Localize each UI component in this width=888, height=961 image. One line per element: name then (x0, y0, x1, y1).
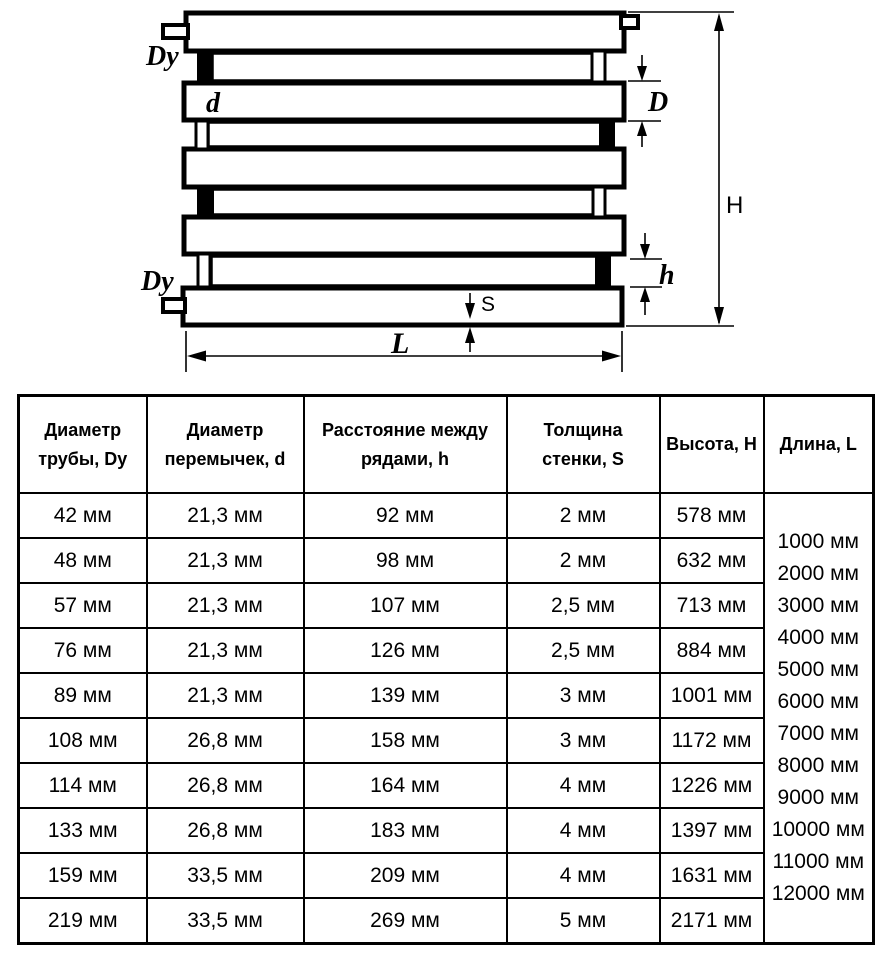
table-row (19, 718, 874, 763)
table-cell: 107 мм (304, 583, 507, 628)
table-cell: 884 мм (660, 628, 764, 673)
table-cell: 98 мм (304, 538, 507, 583)
table-cell: 21,3 мм (147, 493, 304, 538)
table-row (19, 898, 874, 944)
table-cell: 139 мм (304, 673, 507, 718)
length-value: 1000 мм (777, 530, 859, 553)
table-cell: 1001 мм (660, 673, 764, 718)
table-cell: 21,3 мм (147, 538, 304, 583)
table-cell: 26,8 мм (147, 808, 304, 853)
length-value: 12000 мм (771, 882, 865, 905)
header-wall-thickness: Толщина стенки, S (507, 396, 660, 494)
table-cell: 2,5 мм (507, 583, 660, 628)
table-cell: 26,8 мм (147, 763, 304, 808)
table-row (19, 628, 874, 673)
dimension-D-arrows (637, 66, 647, 136)
table-row (19, 763, 874, 808)
table-cell: 76 мм (19, 628, 147, 673)
table-cell: 183 мм (304, 808, 507, 853)
table-cell: 48 мм (19, 538, 147, 583)
length-value: 2000 мм (777, 562, 859, 585)
table-row (19, 853, 874, 898)
table-cell: 21,3 мм (147, 583, 304, 628)
label-dy-bottom: Dy (141, 266, 174, 297)
table-row (19, 808, 874, 853)
length-value: 11000 мм (772, 850, 865, 873)
spec-table-body (19, 493, 874, 944)
length-value: 4000 мм (777, 626, 859, 649)
table-cell: 92 мм (304, 493, 507, 538)
table-cell: 89 мм (19, 673, 147, 718)
length-value: 10000 мм (771, 818, 865, 841)
label-D: D (648, 87, 669, 118)
table-cell: 5 мм (507, 898, 660, 944)
table-cell: 1631 мм (660, 853, 764, 898)
spec-table-header (19, 396, 874, 494)
table-cell: 4 мм (507, 853, 660, 898)
length-value: 3000 мм (777, 594, 859, 617)
table-cell: 26,8 мм (147, 718, 304, 763)
length-value: 8000 мм (777, 754, 859, 777)
header-row-spacing: Расстояние между рядами, h (304, 396, 507, 494)
label-d: d (206, 88, 220, 119)
table-cell: 33,5 мм (147, 853, 304, 898)
header-height: Высота, H (660, 396, 764, 494)
length-value: 7000 мм (777, 722, 859, 745)
table-cell: 578 мм (660, 493, 764, 538)
register-drawing (0, 0, 888, 390)
table-row (19, 583, 874, 628)
table-cell: 1226 мм (660, 763, 764, 808)
dimension-h-arrows (640, 244, 650, 302)
table-cell: 4 мм (507, 808, 660, 853)
label-dy-top: Dy (146, 41, 179, 72)
table-cell: 57 мм (19, 583, 147, 628)
table-cell: 3 мм (507, 718, 660, 763)
label-S: S (481, 293, 496, 316)
table-cell: 133 мм (19, 808, 147, 853)
table-cell: 21,3 мм (147, 628, 304, 673)
table-cell: 126 мм (304, 628, 507, 673)
header-length: Длина, L (764, 396, 874, 494)
header-bridge-diameter: Диаметр перемычек, d (147, 396, 304, 494)
table-cell: 164 мм (304, 763, 507, 808)
table-cell: 108 мм (19, 718, 147, 763)
table-cell: 159 мм (19, 853, 147, 898)
length-merged-cell (764, 493, 874, 944)
header-pipe-diameter: Диаметр трубы, Dy (19, 396, 147, 494)
spec-table (17, 394, 875, 945)
label-h: h (659, 260, 675, 291)
table-row (19, 493, 874, 538)
label-L: L (391, 327, 410, 360)
length-value: 5000 мм (777, 658, 859, 681)
table-cell: 2,5 мм (507, 628, 660, 673)
table-cell: 2 мм (507, 538, 660, 583)
length-value: 6000 мм (777, 690, 859, 713)
table-cell: 632 мм (660, 538, 764, 583)
table-cell: 2171 мм (660, 898, 764, 944)
table-cell: 114 мм (19, 763, 147, 808)
table-cell: 2 мм (507, 493, 660, 538)
label-H: H (726, 192, 744, 219)
table-cell: 3 мм (507, 673, 660, 718)
table-cell: 4 мм (507, 763, 660, 808)
table-row (19, 673, 874, 718)
table-cell: 269 мм (304, 898, 507, 944)
table-cell: 1172 мм (660, 718, 764, 763)
table-cell: 42 мм (19, 493, 147, 538)
header-row (19, 396, 874, 494)
table-cell: 158 мм (304, 718, 507, 763)
table-cell: 33,5 мм (147, 898, 304, 944)
table-cell: 713 мм (660, 583, 764, 628)
table-cell: 21,3 мм (147, 673, 304, 718)
length-value: 9000 мм (777, 786, 859, 809)
table-row (19, 538, 874, 583)
table-cell: 209 мм (304, 853, 507, 898)
table-cell: 1397 мм (660, 808, 764, 853)
table-cell: 219 мм (19, 898, 147, 944)
